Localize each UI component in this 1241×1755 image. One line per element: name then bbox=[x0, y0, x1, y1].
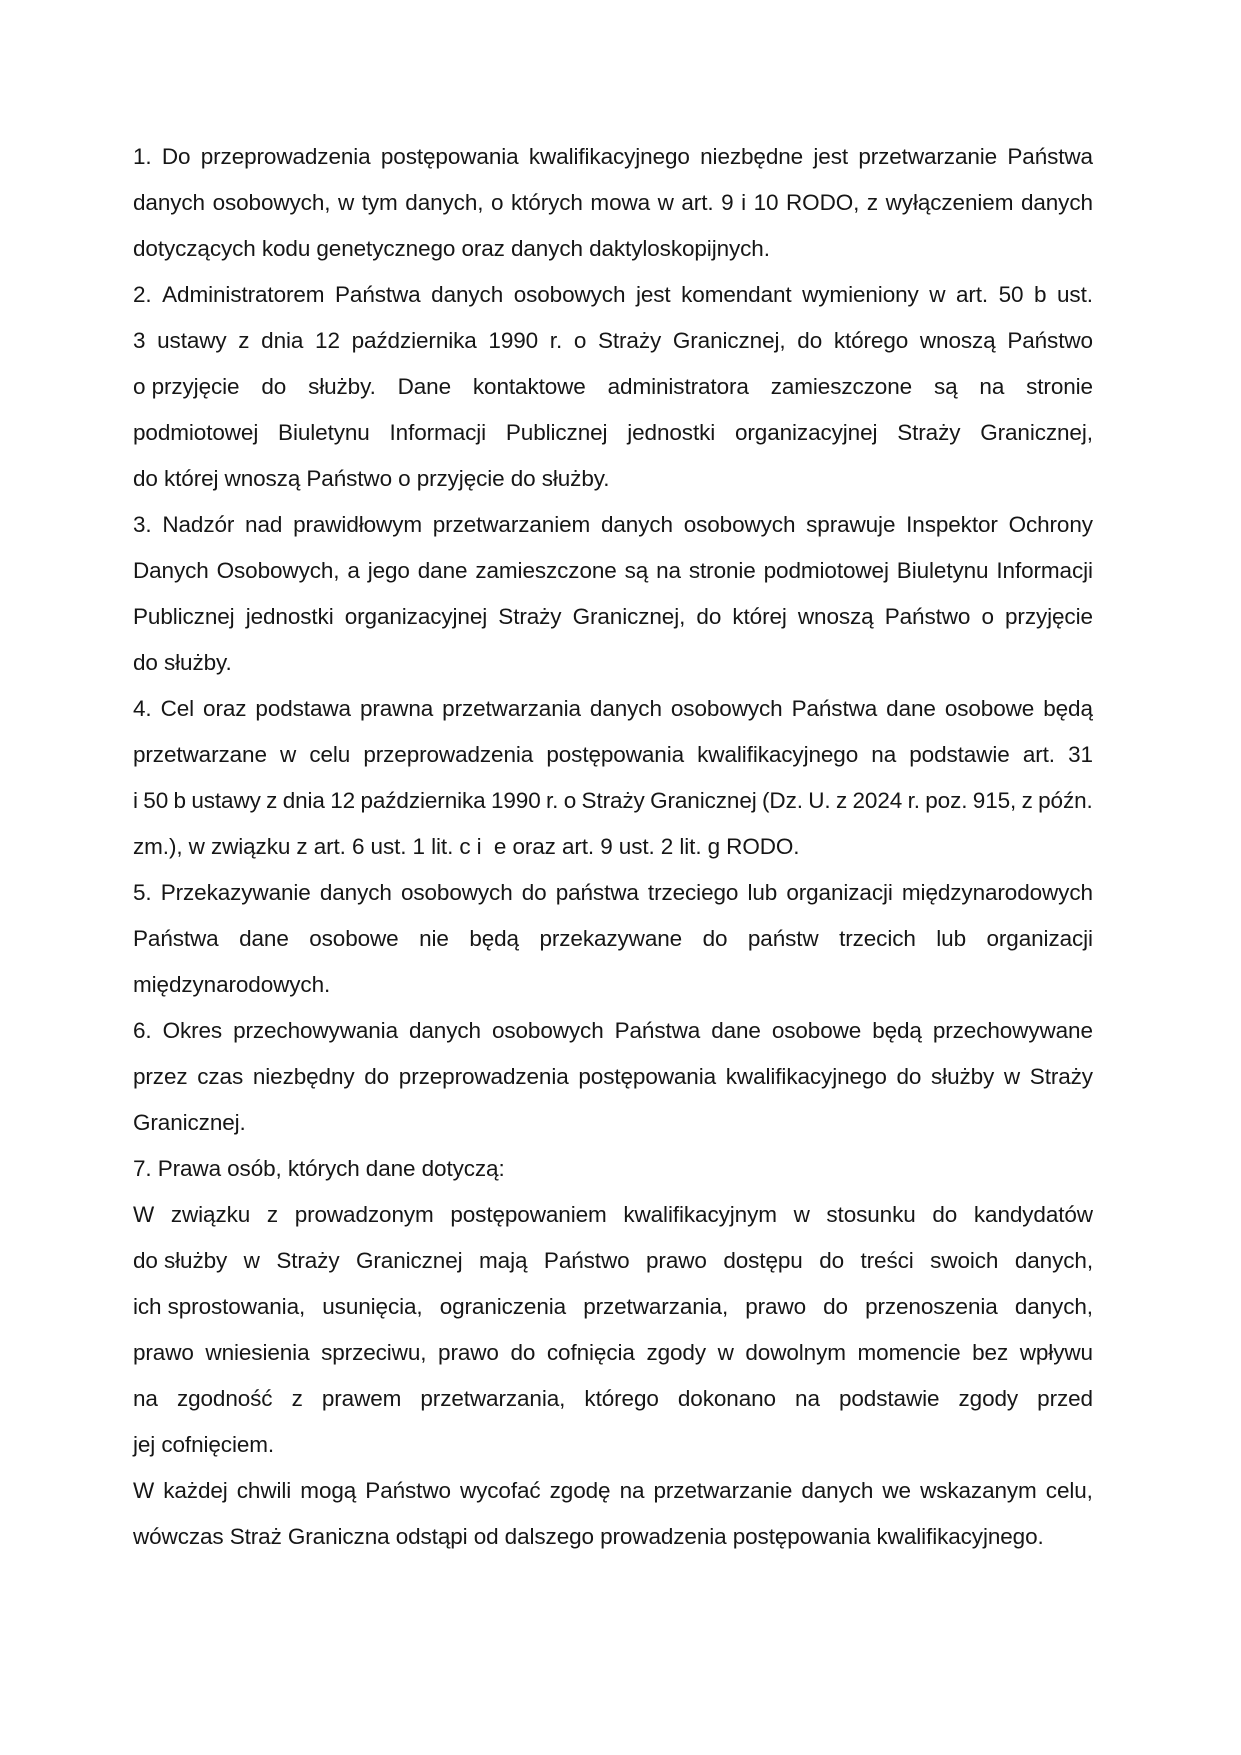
text-line: do której wnoszą Państwo o przyjęcie do służby. bbox=[133, 466, 610, 491]
text-line: 7. Prawa osób, których dane dotyczą: bbox=[133, 1156, 505, 1181]
text-line: ich sprostowania, usunięcia, ograniczenia przetwarzania, prawo do przenoszenia danych, bbox=[133, 1294, 1093, 1319]
text-line: prawo wniesienia sprzeciwu, prawo do cofnięcia zgody w dowolnym momencie bez wpływu bbox=[133, 1340, 1093, 1365]
text-line: 4. Cel oraz podstawa prawna przetwarzania danych osobowych Państwa dane osobowe będą bbox=[133, 696, 1093, 721]
text-line: na zgodność z prawem przetwarzania, którego dokonano na podstawie zgody przed bbox=[133, 1386, 1093, 1411]
text-line: do służby w Straży Granicznej mają Państwo prawo dostępu do treści swoich danych, bbox=[133, 1248, 1093, 1273]
text-line: przez czas niezbędny do przeprowadzenia postępowania kwalifikacyjnego do służby w Straży bbox=[133, 1064, 1093, 1089]
paragraph-3 bbox=[133, 502, 1093, 686]
text-line: zm.), w związku z art. 6 ust. 1 lit. c i e oraz art. 9 ust. 2 lit. g RODO. bbox=[133, 834, 800, 859]
text-line: W związku z prowadzonym postępowaniem kwalifikacyjnym w stosunku do kandydatów bbox=[133, 1202, 1093, 1227]
text-line: podmiotowej Biuletynu Informacji Publicznej jednostki organizacyjnej Straży Granicznej, bbox=[133, 420, 1093, 445]
text-line: 2. Administratorem Państwa danych osobowych jest komendant wymieniony w art. 50 b ust. bbox=[133, 282, 1093, 307]
text-line: jej cofnięciem. bbox=[133, 1432, 275, 1457]
paragraph-6 bbox=[133, 1008, 1093, 1146]
text-line: wówczas Straż Graniczna odstąpi od dalszego prowadzenia postępowania kwalifikacyjnego. bbox=[133, 1524, 1044, 1549]
paragraph-7 bbox=[133, 1146, 1093, 1192]
paragraph-4 bbox=[133, 686, 1093, 870]
text-line: do służby. bbox=[133, 650, 232, 675]
paragraph-2 bbox=[133, 272, 1093, 502]
text-line: danych osobowych, w tym danych, o których mowa w art. 9 i 10 RODO, z wyłączeniem danych bbox=[133, 190, 1093, 215]
text-line: 5. Przekazywanie danych osobowych do państwa trzeciego lub organizacji międzynarodowych bbox=[133, 880, 1093, 905]
document-body bbox=[133, 134, 1093, 1560]
text-line: W każdej chwili mogą Państwo wycofać zgodę na przetwarzanie danych we wskazanym celu, bbox=[133, 1478, 1093, 1503]
paragraph-8 bbox=[133, 1192, 1093, 1468]
paragraph-9 bbox=[133, 1468, 1093, 1560]
text-line: dotyczących kodu genetycznego oraz danych daktyloskopijnych. bbox=[133, 236, 770, 261]
text-line: 1. Do przeprowadzenia postępowania kwalifikacyjnego niezbędne jest przetwarzanie Państwa bbox=[133, 144, 1093, 169]
text-line: 6. Okres przechowywania danych osobowych Państwa dane osobowe będą przechowywane bbox=[133, 1018, 1093, 1043]
text-line: Granicznej. bbox=[133, 1110, 246, 1135]
text-line: o przyjęcie do służby. Dane kontaktowe administratora zamieszczone są na stronie bbox=[133, 374, 1093, 399]
text-line: Państwa dane osobowe nie będą przekazywane do państw trzecich lub organizacji bbox=[133, 926, 1093, 951]
text-line: 3 ustawy z dnia 12 października 1990 r. o Straży Granicznej, do którego wnoszą Państwo bbox=[133, 328, 1093, 353]
paragraph-5 bbox=[133, 870, 1093, 1008]
text-line: Danych Osobowych, a jego dane zamieszczone są na stronie podmiotowej Biuletynu Informacji bbox=[133, 558, 1093, 583]
paragraph-1 bbox=[133, 134, 1093, 272]
text-line: Publicznej jednostki organizacyjnej Straży Granicznej, do której wnoszą Państwo o przyjęcie bbox=[133, 604, 1093, 629]
text-line: 3. Nadzór nad prawidłowym przetwarzaniem danych osobowych sprawuje Inspektor Ochrony bbox=[133, 512, 1093, 537]
text-line: międzynarodowych. bbox=[133, 972, 331, 997]
text-line: przetwarzane w celu przeprowadzenia postępowania kwalifikacyjnego na podstawie art. 31 bbox=[133, 742, 1093, 767]
text-line: i 50 b ustawy z dnia 12 października 1990 r. o Straży Granicznej (Dz. U. z 2024 r. poz. 915, z późn. bbox=[133, 788, 1093, 813]
